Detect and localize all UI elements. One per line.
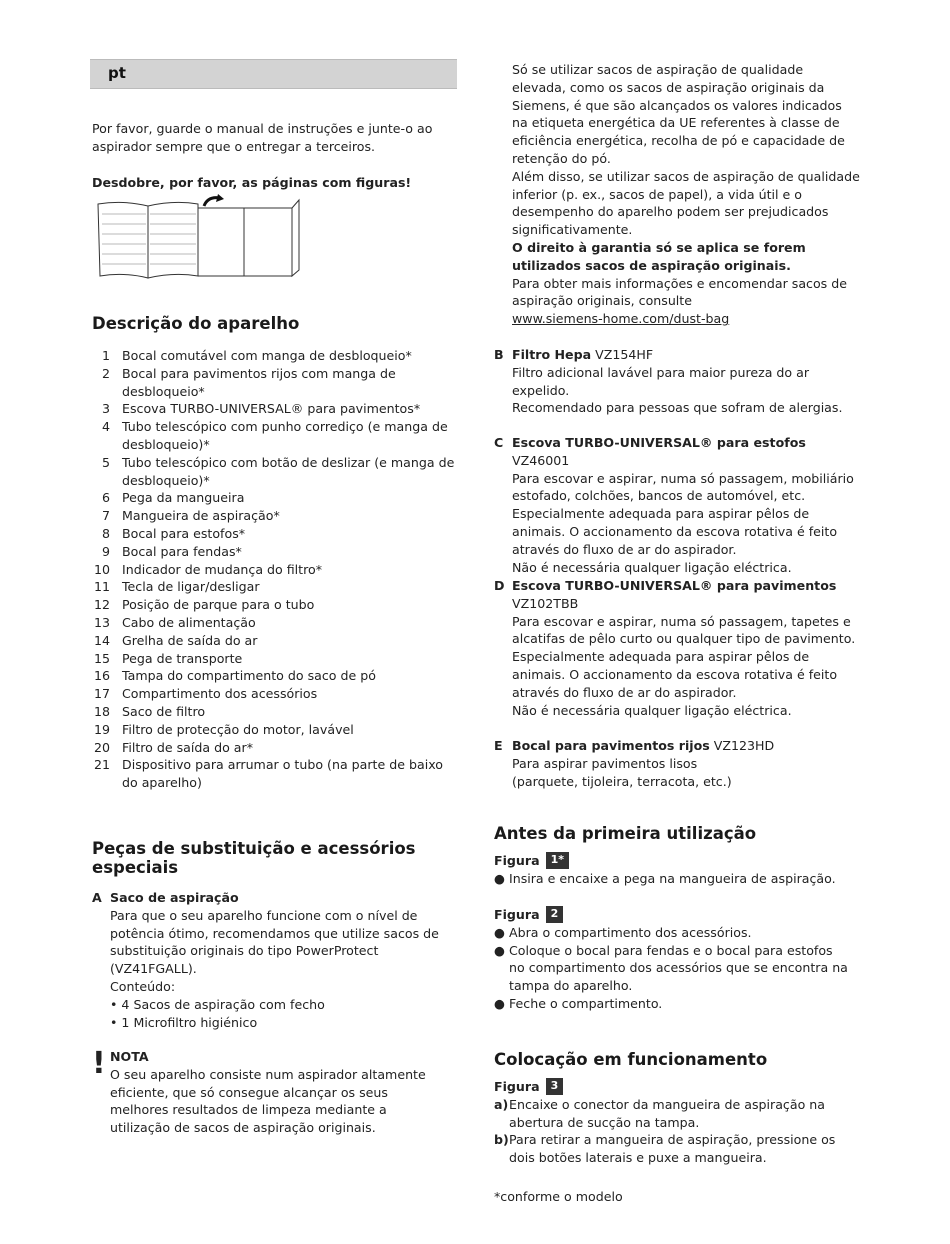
bullet-icon: ● — [494, 870, 505, 886]
accessory-title: Bocal para pavimentos rijos — [512, 738, 710, 753]
language-code: pt — [108, 64, 126, 82]
list-item: 10 Indicador de mudança do filtro* — [93, 561, 323, 577]
contents-item: • 1 Microfiltro higiénico — [110, 1014, 258, 1030]
accessory-text: (parquete, tijoleira, terracota, etc.) — [512, 773, 732, 789]
accessory-text: Para que o seu aparelho funcione com o nível de potência ótimo, recomendamos que utilize sacos de substituição originais do tipo PowerProtect (VZ41FGALL). — [110, 907, 439, 977]
list-item: ● Abra o compartimento dos acessórios. — [494, 924, 752, 940]
step-item: b) Para retirar a mangueira de aspiração, pressione os dois botões laterais e puxe a mangueira. — [494, 1132, 836, 1166]
list-item: 21 Dispositivo para arrumar o tubo (na parte de baixo do aparelho) — [93, 757, 443, 791]
list-item: 4 Tubo telescópico com punho corrediço (e manga de desbloqueio)* — [101, 419, 448, 452]
accessory-text: Não é necessária qualquer ligação eléctrica. — [512, 559, 792, 575]
bullet-icon: ● — [494, 995, 505, 1011]
figure-number-badge: 2 — [546, 906, 564, 923]
list-item: 3 Escova TURBO-UNIVERSAL® para pavimentos* — [101, 401, 421, 417]
list-item: ● Feche o compartimento. — [494, 995, 663, 1011]
warranty-note: O direito à garantia só se aplica se forem utilizados sacos de aspiração originais. — [512, 239, 806, 273]
figure-label: Figura 1* — [494, 852, 860, 870]
contents-label: Conteúdo: — [110, 978, 176, 994]
list-item: 19 Filtro de protecção do motor, lavável — [93, 721, 354, 737]
footnote: *conforme o modelo — [494, 1189, 623, 1204]
bullet-icon: ● — [494, 924, 505, 940]
list-item: 18 Saco de filtro — [93, 703, 206, 719]
accessory-title: Saco de aspiração — [110, 890, 239, 905]
fold-note: Desdobre, por favor, as páginas com figuras! — [92, 175, 412, 190]
figure-number-badge: 3 — [546, 1078, 564, 1095]
list-item: 8 Bocal para estofos* — [101, 525, 246, 541]
accessory-d — [494, 577, 860, 719]
accessory-title: Filtro Hepa — [512, 347, 592, 362]
accessory-title: Escova TURBO-UNIVERSAL® para pavimentos — [512, 578, 837, 593]
accessory-e — [494, 737, 860, 790]
accessory-letter: C — [494, 435, 504, 450]
nota-block — [110, 1048, 450, 1137]
list-item: 1 Bocal comutável com manga de desbloqueio* — [101, 348, 412, 363]
figure-label: Figura 3 — [494, 1078, 854, 1096]
figure-label: Figura 2 — [494, 906, 850, 924]
accessory-text: Recomendado para pessoas que sofram de alergias. — [512, 400, 843, 416]
list-item: 5 Tubo telescópico com botão de deslizar (e manga de desbloqueio)* — [101, 454, 455, 488]
parts-numbered-list — [92, 347, 457, 792]
description-title: Descrição do aparelho — [92, 314, 300, 333]
list-item: 13 Cabo de alimentação — [93, 614, 256, 630]
accessory-letter: B — [494, 347, 504, 362]
warning-exclamation-icon: ! — [92, 1046, 106, 1081]
list-item: 6 Pega da mangueira — [101, 490, 245, 506]
accessory-code: VZ123HD — [713, 738, 775, 753]
paragraph: Para obter mais informações e encomendar sacos de aspiração originais, consulte — [512, 275, 847, 309]
accessory-letter: E — [494, 738, 503, 753]
bullet-icon: ● — [494, 942, 505, 958]
accessory-text: Para escovar e aspirar, numa só passagem, tapetes e alcatifas de pêlo curto ou qualquer tipo de pavimento. Especialmente adequada para aspirar pêlos de animais. O accionamento da escova rotativa é feito através do fluxo de ar do aspirador. — [512, 613, 856, 700]
list-item: 16 Tampa do compartimento do saco de pó — [93, 668, 376, 684]
parts-title: Peças de substituição e acessórios especiais — [92, 839, 416, 877]
contents-item: • 4 Sacos de aspiração com fecho — [110, 996, 325, 1012]
list-item: 17 Compartimento dos acessórios — [93, 686, 318, 702]
step-item: a) Encaixe o conector da mangueira de aspiração na abertura de sucção na tampa. — [494, 1096, 825, 1130]
accessory-a — [92, 889, 452, 1031]
list-item: 14 Grelha de saída do ar — [93, 632, 258, 648]
list-item: 2 Bocal para pavimentos rijos com manga de desbloqueio* — [101, 365, 396, 399]
first-use-title: Antes da primeira utilização — [494, 824, 757, 843]
list-item: 9 Bocal para fendas* — [101, 543, 242, 559]
list-item: 15 Pega de transporte — [93, 650, 243, 666]
accessory-text: Para escovar e aspirar, numa só passagem, mobiliário estofado, colchões, bancos de automóvel, etc. Especialmente adequada para aspirar pêlos de animais. O accionamento da escova rotativa é feito através do fluxo de ar do aspirador. — [512, 470, 854, 557]
intro-text: Por favor, guarde o manual de instruções e junte-o ao aspirador sempre que o entregar a terceiros. — [92, 121, 433, 154]
figure-3-block — [494, 1078, 854, 1167]
accessory-letter: A — [92, 890, 102, 905]
accessory-title: Escova TURBO-UNIVERSAL® para estofos — [512, 435, 806, 450]
accessory-b — [494, 346, 860, 417]
list-item: 20 Filtro de saída do ar* — [93, 739, 254, 755]
list-item: 12 Posição de parque para o tubo — [93, 597, 315, 613]
accessory-c — [494, 434, 860, 576]
list-item: 11 Tecla de ligar/desligar — [93, 579, 260, 595]
figure-number-badge: 1* — [546, 852, 569, 869]
list-item: ● Insira e encaixe a pega na mangueira de aspiração. — [494, 870, 836, 886]
figure-1-block — [494, 852, 860, 888]
accessory-text: Filtro adicional lavável para maior pureza do ar expelido. — [512, 364, 810, 398]
accessory-text: Não é necessária qualquer ligação eléctrica. — [512, 702, 792, 718]
operation-title: Colocação em funcionamento — [494, 1050, 768, 1069]
accessory-a-continued — [512, 61, 860, 328]
list-item: 7 Mangueira de aspiração* — [101, 508, 280, 524]
fold-pages-illustration — [96, 194, 304, 280]
accessory-code: VZ46001 — [512, 452, 570, 468]
figure-2-block — [494, 906, 850, 1013]
accessory-text: Para aspirar pavimentos lisos — [512, 755, 698, 771]
dust-bag-link[interactable]: www.siemens-home.com/dust-bag — [512, 311, 730, 327]
nota-title: NOTA — [110, 1049, 149, 1064]
paragraph: Só se utilizar sacos de aspiração de qualidade elevada, como os sacos de aspiração originais da Siemens, é que são alcançados os valores indicados na etiqueta energética da UE referentes à classe de eficiência energética, recolha de pó e capacidade de retenção do pó. — [512, 62, 845, 166]
accessory-code: VZ102TBB — [512, 595, 579, 611]
accessory-letter: D — [494, 578, 505, 593]
accessory-code: VZ154HF — [595, 347, 654, 362]
paragraph: Além disso, se utilizar sacos de aspiração de qualidade inferior (p. ex., sacos de papel), a vida útil e o desempenho do aparelho podem ser prejudicados significativamente. — [512, 168, 860, 238]
language-bar — [90, 59, 457, 89]
nota-text: O seu aparelho consiste num aspirador altamente eficiente, que só consegue alcançar os seus melhores resultados de limpeza mediante a utilização de sacos de aspiração originais. — [110, 1066, 426, 1136]
list-item: ● Coloque o bocal para fendas e o bocal para estofos no compartimento dos acessórios que se encontra na tampa do aparelho. — [494, 942, 848, 994]
